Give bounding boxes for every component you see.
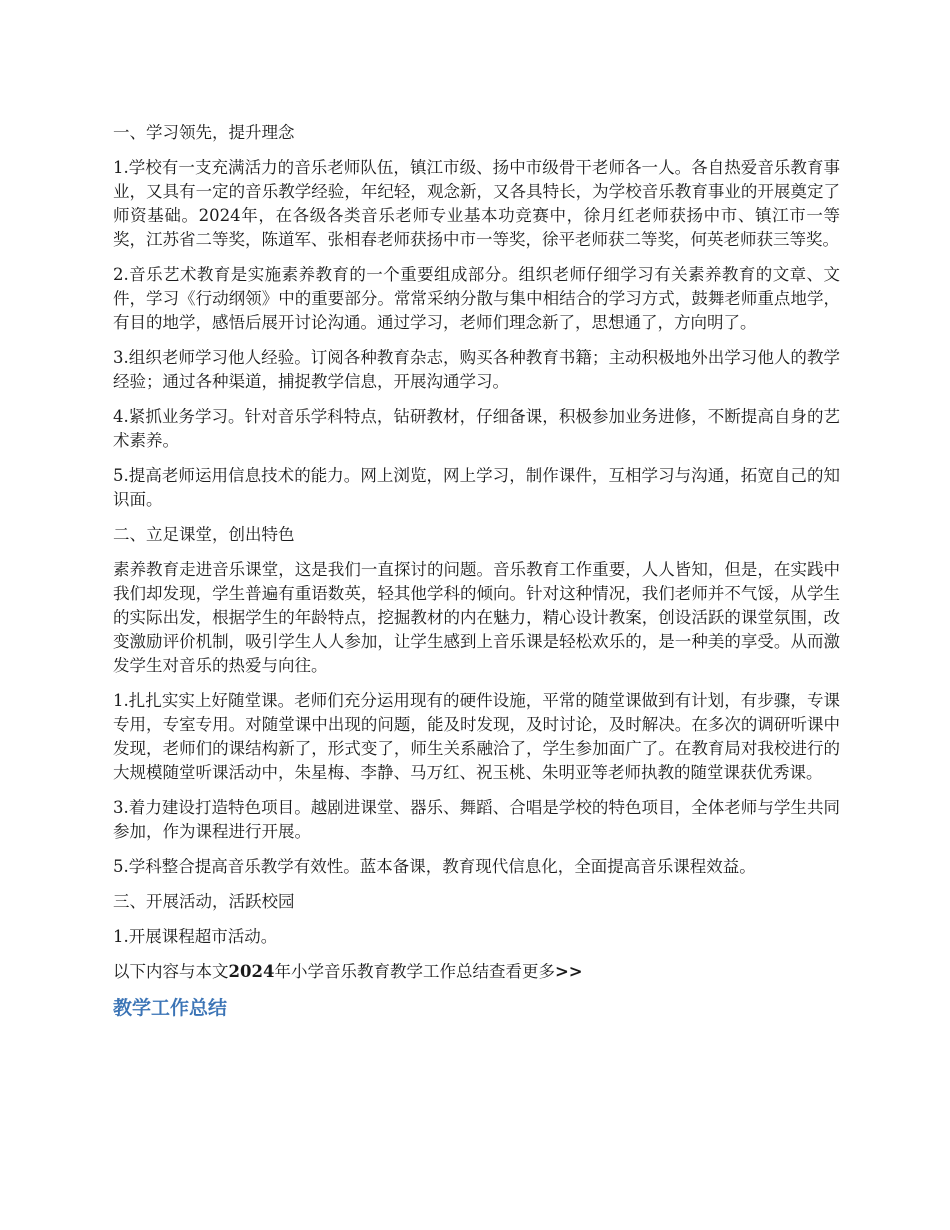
heading-section-2: 二、立足课堂，创出特色 <box>113 525 295 544</box>
heading-section-1: 一、学习领先，提升理念 <box>113 123 295 142</box>
document-body <box>113 121 840 1022</box>
paragraph-2-3: 3.着力建设打造特色项目。越剧进课堂、器乐、舞蹈、合唱是学校的特色项目，全体老师与学生共同参加，作为课程进行开展。 <box>113 798 840 841</box>
see-more-title: 年小学音乐教育教学工作总结查看更多 <box>274 962 555 981</box>
related-section-link[interactable]: 教学工作总结 <box>113 997 228 1019</box>
paragraph-2-5: 5.学科整合提高音乐教学有效性。蓝本备课，教育现代信息化，全面提高音乐课程效益。 <box>113 857 756 876</box>
heading-section-3: 三、开展活动，活跃校园 <box>113 892 295 911</box>
see-more-year: 2024 <box>228 962 275 981</box>
paragraph-1-3: 3.组织老师学习他人经验。订阅各种教育杂志，购买各种教育书籍；主动积极地外出学习他人的教学经验；通过各种渠道，捕捉教学信息，开展沟通学习。 <box>113 348 840 391</box>
paragraph-1-4: 4.紧抓业务学习。针对音乐学科特点，钻研教材，仔细备课，积极参加业务进修，不断提高自身的艺术素养。 <box>113 407 840 450</box>
paragraph-1-1: 1.学校有一支充满活力的音乐老师队伍，镇江市级、扬中市级骨干老师各一人。各自热爱音乐教育事业，又具有一定的音乐教学经验，年纪轻，观念新，又各具特长，为学校音乐教育事业的开展奠定了师资基础。2024年，在各级各类音乐老师专业基本功竞赛中，徐月红老师获扬中市、镇江市一等奖，江苏省二等奖，陈道军、张相春老师获扬中市一等奖，徐平老师获二等奖，何英老师获三等奖。 <box>113 158 840 249</box>
see-more-prefix: 以下内容与本文 <box>113 962 229 981</box>
see-more-line[interactable] <box>113 960 840 984</box>
paragraph-2-intro: 素养教育走进音乐课堂，这是我们一直探讨的问题。音乐教育工作重要，人人皆知，但是，在实践中我们却发现，学生普遍有重语数英，轻其他学科的倾向。针对这种情况，我们老师并不气馁，从学生的实际出发，根据学生的年龄特点，挖掘教材的内在魅力，精心设计教案，创设活跃的课堂氛围，改变激励评价机制，吸引学生人人参加，让学生感到上音乐课是轻松欢乐的，是一种美的享受。从而激发学生对音乐的热爱与向往。 <box>113 560 840 675</box>
paragraph-1-2: 2.音乐艺术教育是实施素养教育的一个重要组成部分。组织老师仔细学习有关素养教育的文章、文件，学习《行动纲领》中的重要部分。常常采纳分散与集中相结合的学习方式，鼓舞老师重点地学，有目的地学，感悟后展开讨论沟通。通过学习，老师们理念新了，思想通了，方向明了。 <box>113 265 840 332</box>
paragraph-2-1: 1.扎扎实实上好随堂课。老师们充分运用现有的硬件设施，平常的随堂课做到有计划，有步骤，专课专用，专室专用。对随堂课中出现的问题，能及时发现，及时讨论，及时解决。在多次的调研听课中发现，老师们的课结构新了，形式变了，师生关系融洽了，学生参加面广了。在教育局对我校进行的大规模随堂听课活动中，朱星梅、李静、马万红、祝玉桃、朱明亚等老师执教的随堂课获优秀课。 <box>113 691 840 782</box>
paragraph-3-1: 1.开展课程超市活动。 <box>113 927 278 946</box>
see-more-arrow: >> <box>554 962 583 981</box>
paragraph-1-5: 5.提高老师运用信息技术的能力。网上浏览，网上学习，制作课件，互相学习与沟通，拓宽自己的知识面。 <box>113 466 840 509</box>
